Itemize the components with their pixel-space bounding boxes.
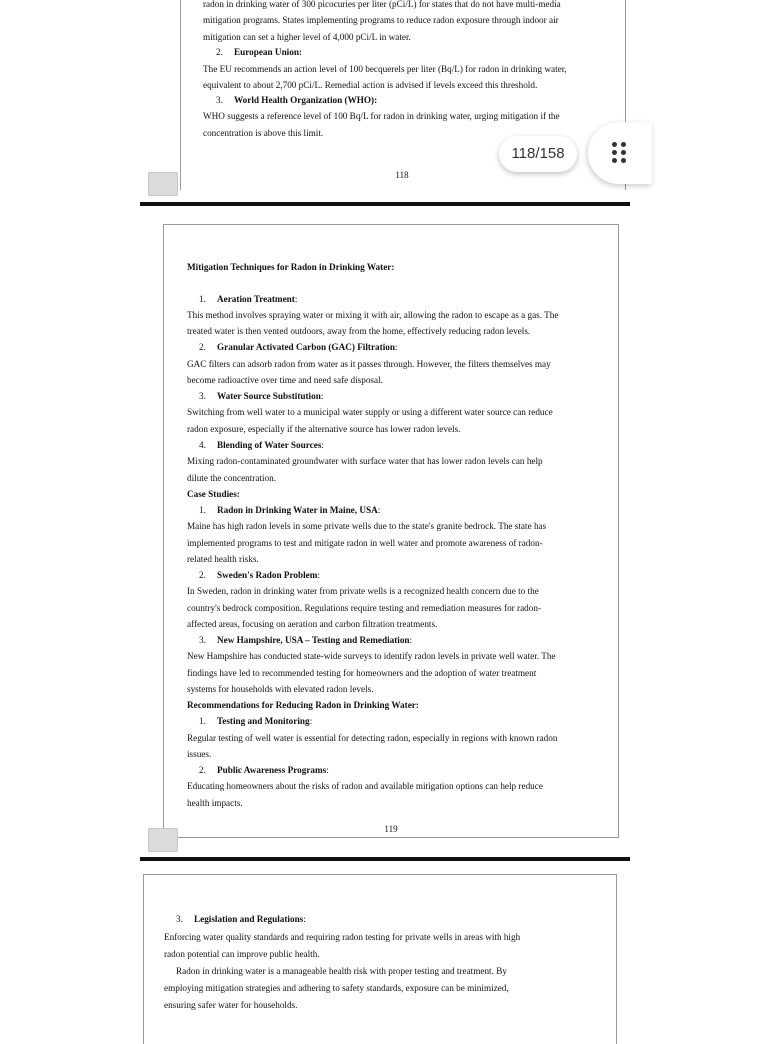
list-item-heading: 1. Aeration Treatment: xyxy=(199,294,298,304)
paragraph-line: Educating homeowners about the risks of radon and available mitigation options can help reduce xyxy=(187,781,543,791)
paragraph-line: country's bedrock composition. Regulations require testing and remediation measures for radon- xyxy=(187,603,542,613)
paragraph-line: equivalent to about 2,700 pCi/L. Remedial action is advised if levels exceed this threshold. xyxy=(203,80,538,90)
list-item-title: New Hampshire, USA – Testing and Remediation xyxy=(217,635,410,645)
paragraph-line: ensuring safer water for households. xyxy=(164,1000,298,1010)
grid-dots-icon xyxy=(612,142,628,164)
paragraph-line: Maine has high radon levels in some private wells due to the state's granite bedrock. The state has xyxy=(187,521,547,531)
section-heading: Mitigation Techniques for Radon in Drinking Water: xyxy=(187,262,395,272)
page-separator xyxy=(140,857,630,861)
list-item-title: Granular Activated Carbon (GAC) Filtration xyxy=(217,342,395,352)
page-counter: 118/158 xyxy=(499,136,577,172)
paragraph-line: In Sweden, radon in drinking water from private wells is a recognized health concern due to the xyxy=(187,586,539,596)
list-item-heading: 3. Legislation and Regulations: xyxy=(176,914,306,924)
paragraph-line: Radon in drinking water is a manageable health risk with proper testing and treatment. By xyxy=(176,966,507,976)
list-item-title: Legislation and Regulations xyxy=(194,914,304,924)
paragraph-line: related health risks. xyxy=(187,554,259,564)
paragraph-line: This method involves spraying water or mixing it with air, allowing the radon to escape as a gas. The xyxy=(187,310,559,320)
paragraph-line: health impacts. xyxy=(187,798,243,808)
page-118-intro-line: mitigation programs. States implementing programs to reduce radon exposure through indoor air xyxy=(203,15,559,25)
paragraph-line: GAC filters can adsorb radon from water as it passes through. However, the filters themselves may xyxy=(187,359,551,369)
paragraph-line: Switching from well water to a municipal water supply or using a different water source can reduce xyxy=(187,407,553,417)
page-118-intro-line: mitigation can set a higher level of 4,000 pCi/L in water. xyxy=(203,32,411,42)
list-item-title: Radon in Drinking Water in Maine, USA xyxy=(217,505,378,515)
list-item-heading: 3. World Health Organization (WHO): xyxy=(216,95,378,105)
paragraph-line: radon exposure, especially if the alternative source has lower radon levels. xyxy=(187,424,461,434)
paragraph-line: systems for households with elevated radon levels. xyxy=(187,684,374,694)
paragraph-line: dilute the concentration. xyxy=(187,473,277,483)
list-item-title: Aeration Treatment xyxy=(217,294,295,304)
paragraph-line: become radioactive over time and need safe disposal. xyxy=(187,375,383,385)
menu-button[interactable] xyxy=(588,122,652,184)
page-tab-marker[interactable] xyxy=(148,828,178,852)
paragraph-line: employing mitigation strategies and adhering to safety standards, exposure can be minimized, xyxy=(164,983,509,993)
list-item-title: Public Awareness Programs xyxy=(217,765,327,775)
page-number: 118 xyxy=(395,170,409,180)
list-item-heading: 3. New Hampshire, USA – Testing and Remediation: xyxy=(199,635,413,645)
list-item-heading: 2. Granular Activated Carbon (GAC) Filtration: xyxy=(199,342,398,352)
list-item-title: Water Source Substitution xyxy=(217,391,321,401)
list-item-heading: 1. Radon in Drinking Water in Maine, USA: xyxy=(199,505,381,515)
list-item-heading: 2. Public Awareness Programs: xyxy=(199,765,329,775)
list-item-title: World Health Organization (WHO): xyxy=(234,95,378,105)
paragraph-line: WHO suggests a reference level of 100 Bq/L for radon in drinking water, urging mitigation if the xyxy=(203,111,560,121)
paragraph-line: affected areas, focusing on aeration and carbon filtration treatments. xyxy=(187,619,438,629)
paragraph-line: Regular testing of well water is essential for detecting radon, especially in regions with known radon xyxy=(187,733,558,743)
paragraph-line: issues. xyxy=(187,749,212,759)
list-item-title: Sweden's Radon Problem xyxy=(217,570,318,580)
paragraph-line: treated water is then vented outdoors, away from the home, effectively reducing radon levels. xyxy=(187,326,531,336)
list-item-heading: 2. Sweden's Radon Problem: xyxy=(199,570,320,580)
paragraph-line: implemented programs to test and mitigate radon in well water and promote awareness of radon- xyxy=(187,538,543,548)
section-heading: Case Studies: xyxy=(187,489,240,499)
paragraph-line: Mixing radon-contaminated groundwater with surface water that has lower radon levels can help xyxy=(187,456,543,466)
list-item-title: Blending of Water Sources xyxy=(217,440,322,450)
list-item-heading: 2. European Union: xyxy=(216,47,302,57)
list-item-title: Testing and Monitoring xyxy=(217,716,310,726)
section-heading: Recommendations for Reducing Radon in Drinking Water: xyxy=(187,700,419,710)
paragraph-line: radon potential can improve public health. xyxy=(164,949,320,959)
page-number: 119 xyxy=(384,824,398,834)
page-118-intro-line: radon in drinking water of 300 picocuries per liter (pCi/L) for states that do not have multi-media xyxy=(203,0,561,9)
page-118-left-border xyxy=(180,0,181,190)
paragraph-line: concentration is above this limit. xyxy=(203,128,324,138)
list-item-title: European Union: xyxy=(234,47,302,57)
paragraph-line: The EU recommends an action level of 100 becquerels per liter (Bq/L) for radon in drinking water, xyxy=(203,64,567,74)
paragraph-line: findings have led to recommended testing for homeowners and the adoption of water treatment xyxy=(187,668,537,678)
paragraph-line: Enforcing water quality standards and requiring radon testing for private wells in areas with high xyxy=(164,932,521,942)
paragraph-line: New Hampshire has conducted state-wide surveys to identify radon levels in private well water. The xyxy=(187,651,556,661)
page-tab-marker[interactable] xyxy=(148,172,178,196)
list-item-heading: 3. Water Source Substitution: xyxy=(199,391,324,401)
page-separator xyxy=(140,202,630,206)
list-item-heading: 4. Blending of Water Sources: xyxy=(199,440,324,450)
list-item-heading: 1. Testing and Monitoring: xyxy=(199,716,313,726)
